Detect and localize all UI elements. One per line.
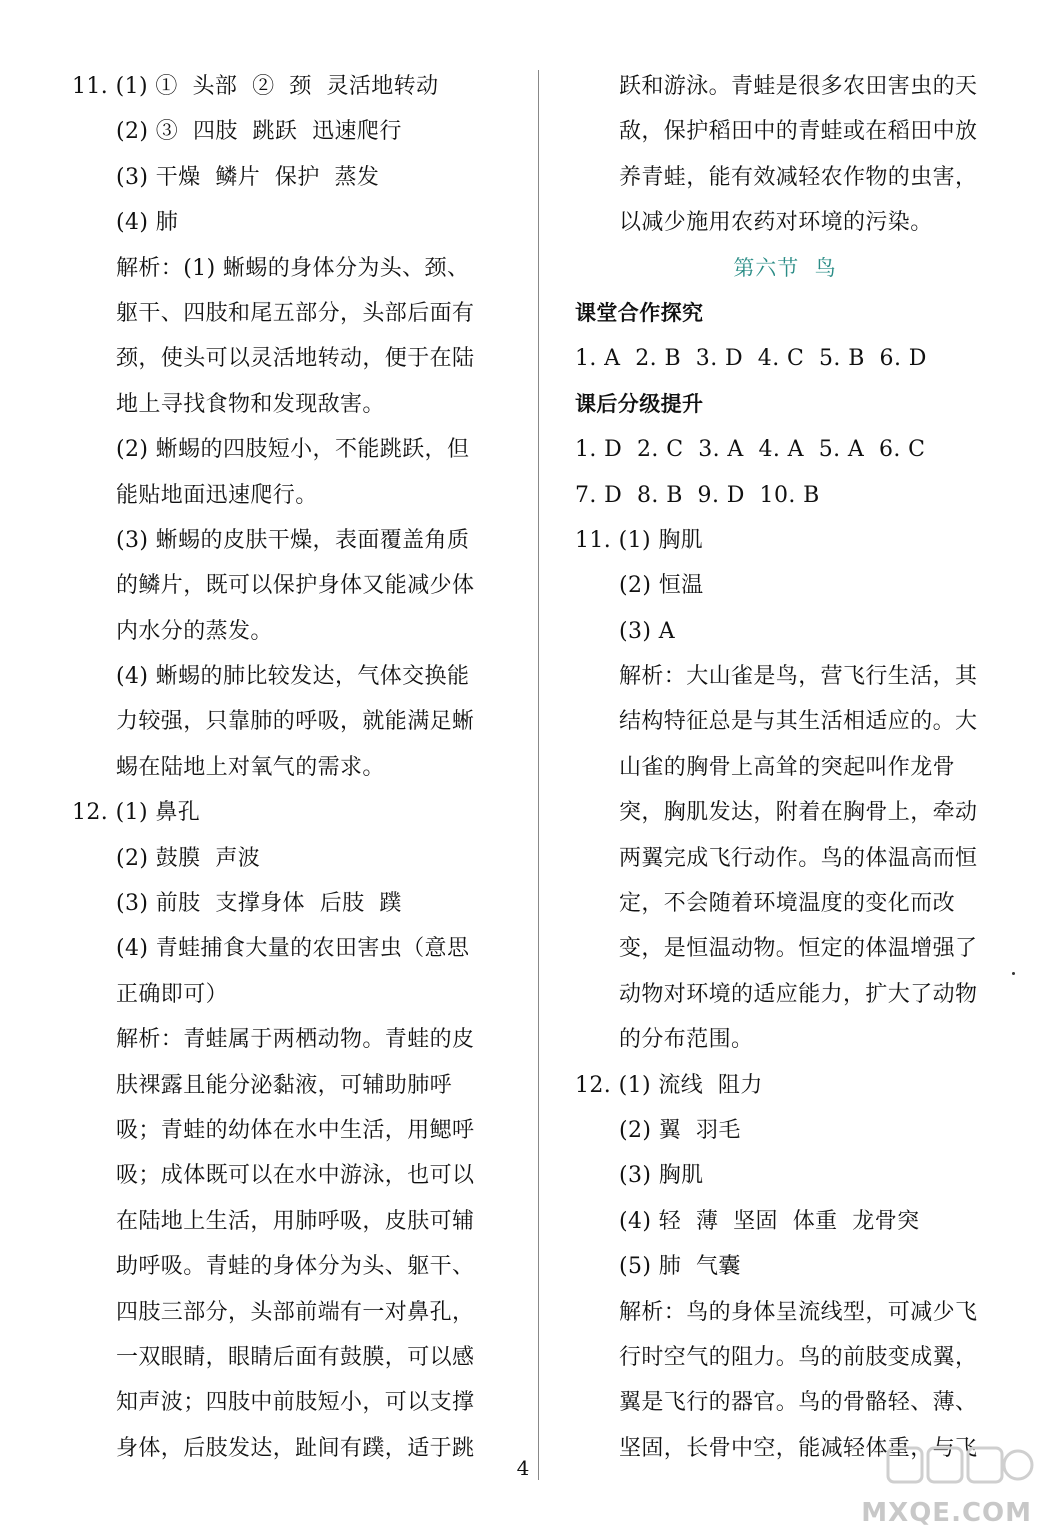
explanation-line: 坚固，长骨中空，能减轻体重，与飞 — [619, 1435, 978, 1461]
answer-subitem: (3) 前肢 支撑身体 后肢 蹼 — [116, 891, 402, 917]
answer-subitem: (3) 胸肌 — [619, 1163, 704, 1189]
explanation-line: 养青蛙，能有效减轻农作物的虫害， — [619, 164, 978, 190]
answer-subitem: (2) ③ 四肢 跳跃 迅速爬行 — [116, 119, 402, 145]
explanation-line: 敌，保护稻田中的青蛙或在稻田中放 — [619, 119, 978, 145]
explanation-line: 解析：大山雀是鸟，营飞行生活，其 — [619, 664, 978, 690]
explanation-line: 解析：(1) 蜥蜴的身体分为头、颈、 — [116, 255, 470, 281]
explanation-line: 吸；成体既可以在水中游泳，也可以 — [116, 1163, 475, 1189]
subsection-heading: 课堂合作探究 — [575, 300, 704, 325]
explanation-line: 在陆地上生活，用肺呼吸，皮肤可辅 — [116, 1208, 475, 1234]
answer-item-11-line: 11. (1) 胸肌 — [575, 527, 704, 553]
explanation-line: 变，是恒温动物。恒定的体温增强了 — [619, 936, 978, 962]
explanation-line: 以减少施用农药对环境的污染。 — [619, 210, 933, 236]
answer-item-12-line: 12. (1) 鼻孔 — [72, 800, 201, 826]
subsection-heading: 课后分级提升 — [575, 391, 704, 416]
explanation-line: 吸；青蛙的幼体在水中生活，用鳃呼 — [116, 1117, 475, 1143]
answer-row: 1. D 2. C 3. A 4. A 5. A 6. C — [575, 437, 926, 463]
answer-subitem: (2) 鼓膜 声波 — [116, 845, 261, 871]
explanation-line: 解析：青蛙属于两栖动物。青蛙的皮 — [116, 1027, 475, 1053]
answer-subitem: (4) 轻 薄 坚固 体重 龙骨突 — [619, 1208, 920, 1234]
answer-subitem: (5) 肺 气囊 — [619, 1254, 741, 1280]
explanation-line: 内水分的蒸发。 — [116, 618, 273, 644]
explanation-line: 行时空气的阻力。鸟的前肢变成翼， — [619, 1344, 978, 1370]
explanation-line: 的分布范围。 — [619, 1027, 754, 1053]
watermark-text: MXQE.COM — [861, 1498, 1032, 1528]
explanation-line: 动物对环境的适应能力，扩大了动物 — [619, 981, 978, 1007]
explanation-line: 解析：鸟的身体呈流线型，可减少飞 — [619, 1299, 978, 1325]
answer-subitem: (3) 干燥 鳞片 保护 蒸发 — [116, 164, 380, 190]
explanation-line: 知声波；四肢中前肢短小，可以支撑 — [116, 1390, 475, 1416]
explanation-line: 突，胸肌发达，附着在胸骨上，牵动 — [619, 800, 978, 826]
explanation-line: 助呼吸。青蛙的身体分为头、躯干、 — [116, 1254, 475, 1280]
explanation-line: 肤裸露且能分泌黏液，可辅助肺呼 — [116, 1072, 453, 1098]
explanation-line: 跃和游泳。青蛙是很多农田害虫的天 — [619, 74, 978, 99]
explanation-line: 两翼完成飞行动作。鸟的体温高而恒 — [619, 845, 978, 871]
explanation-line: 山雀的胸骨上高耸的突起叫作龙骨 — [619, 754, 956, 780]
explanation-line: (4) 蜥蜴的肺比较发达，气体交换能 — [116, 664, 470, 690]
answer-subitem: (2) 恒温 — [619, 573, 704, 599]
explanation-line: 翼是飞行的器官。鸟的骨骼轻、薄、 — [619, 1390, 978, 1416]
explanation-line: (2) 蜥蜴的四肢短小，不能跳跃，但 — [116, 437, 470, 463]
answer-item-12-line: 12. (1) 流线 阻力 — [575, 1072, 763, 1098]
answer-item-11-line: 11. (1) ① 头部 ② 颈 灵活地转动 — [72, 74, 439, 99]
explanation-line: (3) 蜥蜴的皮肤干燥，表面覆盖角质 — [116, 527, 470, 553]
explanation-line: 地上寻找食物和发现敌害。 — [116, 391, 385, 417]
answer-subitem: (3) A — [619, 618, 676, 644]
explanation-line: 的鳞片，既可以保护身体又能减少体 — [116, 573, 475, 599]
explanation-line: 一双眼睛，眼睛后面有鼓膜，可以感 — [116, 1344, 475, 1370]
explanation-line: 定，不会随着环境温度的变化而改 — [619, 891, 956, 917]
explanation-line: 躯干、四肢和尾五部分，头部后面有 — [116, 300, 475, 326]
explanation-line: 力较强，只靠肺的呼吸，就能满足蜥 — [116, 709, 475, 735]
watermark-logo — [848, 1442, 1038, 1532]
right-column — [575, 64, 995, 1471]
answer-row: 1. A 2. B 3. D 4. C 5. B 6. D — [575, 346, 927, 372]
explanation-line: 颈，使头可以灵活地转动，便于在陆 — [116, 346, 475, 372]
explanation-line: 身体，后肢发达，趾间有蹼，适于跳 — [116, 1435, 475, 1461]
explanation-line: 蜴在陆地上对氧气的需求。 — [116, 754, 385, 780]
stray-dot-mark — [1012, 972, 1015, 975]
answer-subitem: 正确即可） — [116, 981, 229, 1007]
page-number: 4 — [516, 1456, 530, 1480]
left-column — [72, 64, 512, 1471]
watermark-badge-icon — [884, 1442, 1034, 1490]
explanation-line: 能贴地面迅速爬行。 — [116, 482, 318, 508]
explanation-line: 四肢三部分，头部前端有一对鼻孔， — [116, 1299, 475, 1325]
answer-subitem: (2) 翼 羽毛 — [619, 1117, 741, 1143]
section-title: 第六节 鸟 — [733, 255, 837, 280]
column-divider — [538, 70, 539, 1480]
explanation-line: 结构特征总是与其生活相适应的。大 — [619, 709, 978, 735]
answer-subitem: (4) 青蛙捕食大量的农田害虫（意思 — [116, 936, 470, 962]
answer-subitem: (4) 肺 — [116, 210, 179, 236]
answer-row: 7. D 8. B 9. D 10. B — [575, 482, 820, 508]
